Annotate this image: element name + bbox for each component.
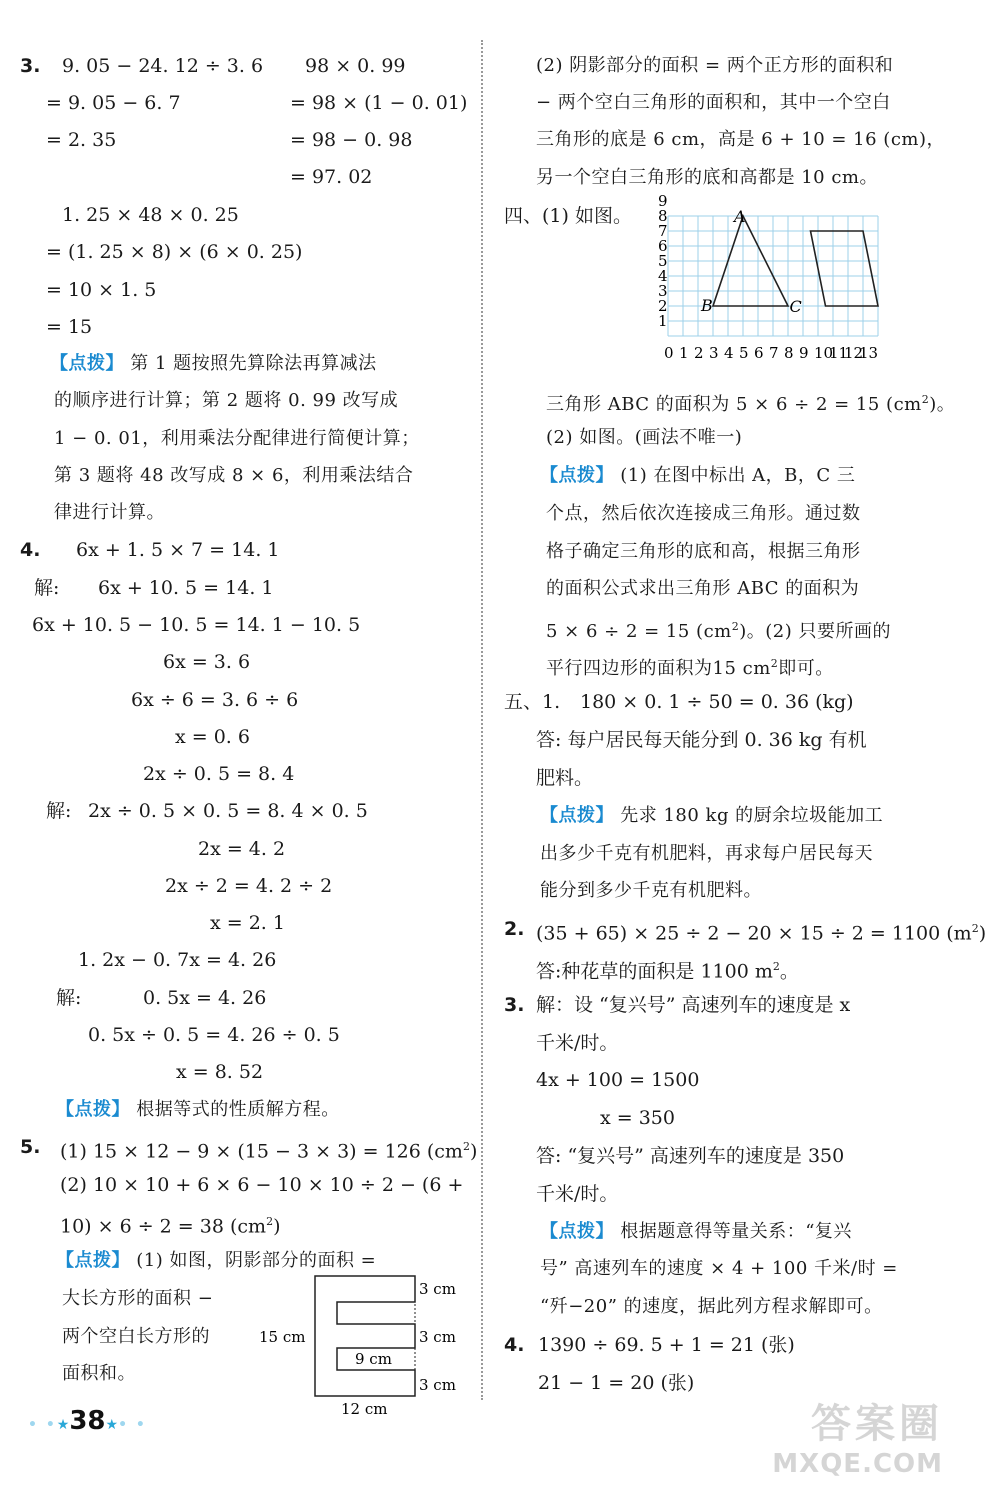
s4-area: 三角形 ABC 的面积为 5 × 6 ÷ 2 = 15 $(cm^2)$。 [546, 393, 956, 415]
s5-tip3-line1: 【点拨】 根据题意得等量关系：“复兴 [540, 1221, 852, 1242]
y-tick-label: 1 [658, 312, 668, 330]
x-tick-label: 2 [694, 344, 704, 362]
q3-c-line3: = 10 × 1. 5 [46, 279, 157, 301]
q4-f1: 2x ÷ 0. 5 = 8. 4 [143, 763, 295, 785]
point-a-label: A [734, 207, 746, 226]
x-tick-label: 11 [829, 344, 849, 362]
fig-height-label: 15 cm [259, 1328, 306, 1346]
y-tick-label: 3 [658, 282, 668, 300]
q4-f4: 2x ÷ 2 = 4. 2 ÷ 2 [165, 875, 333, 897]
q5-number: 5. [20, 1136, 41, 1158]
y-tick-label: 7 [658, 222, 668, 240]
page-number-area [28, 1406, 147, 1436]
s4-tip-line4: 的面积公式求出三角形 ABC 的面积为 [546, 578, 860, 599]
s4-p2: (2) 如图。(画法不唯一) [546, 427, 743, 448]
fig-side-label-1: 3 cm [419, 1280, 456, 1298]
s5-tip3-line2: 号” 高速列车的速度 × 4 + 100 千米/时 = [540, 1258, 898, 1279]
fig-side-label-2: 3 cm [419, 1328, 456, 1346]
fig-width-label: 12 cm [341, 1400, 388, 1418]
q5-p2: (2) 10 × 10 + 6 × 6 − 10 × 10 ÷ 2 − (6 + [60, 1174, 464, 1196]
q3-c-line2: = (1. 25 × 8) × (6 × 0. 25) [46, 241, 303, 263]
tip-label: 【点拨】 [540, 465, 614, 486]
q5-tip-line1: 【点拨】 (1) 如图，阴影部分的面积 = [56, 1250, 377, 1271]
tip-label: 【点拨】 [56, 1250, 130, 1271]
q3-number: 3. [20, 55, 41, 77]
y-tick-label: 6 [658, 237, 668, 255]
q4-tip: 【点拨】 根据等式的性质解方程。 [56, 1099, 340, 1120]
left-column [0, 0, 480, 1487]
s5-tip-line3: 能分到多少千克有机肥料。 [540, 880, 762, 901]
q4-e1: 6x + 1. 5 × 7 = 14. 1 [76, 539, 280, 561]
s4-tip-line3: 格子确定三角形的底和高，根据三角形 [546, 541, 861, 562]
q3-c-line1: 1. 25 × 48 × 0. 25 [62, 204, 239, 226]
star-icon: ★ [105, 1417, 119, 1433]
point-b-label: B [701, 296, 713, 315]
x-tick-label: 8 [784, 344, 794, 362]
q5-tip-line4: 面积和。 [62, 1363, 136, 1384]
shaded-e-shape [315, 1276, 415, 1396]
s4-tip-line6: 平行四边形的面积为15 $cm^2$即可。 [546, 657, 834, 679]
q3-b-line2: = 98 × (1 − 0. 01) [290, 92, 468, 114]
watermark [772, 1392, 943, 1479]
page-dots-right: • • [118, 1417, 147, 1433]
watermark-line2: MXQE.COM [772, 1449, 943, 1479]
q3-a-line2: = 9. 05 − 6. 7 [46, 92, 181, 114]
fig-inner-label: 9 cm [355, 1350, 392, 1368]
s5-tip-line2: 出多少千克有机肥料，再求每户居民每天 [540, 843, 873, 864]
q4-e4: 6x = 3. 6 [163, 651, 251, 673]
tip-label: 【点拨】 [50, 353, 124, 374]
tip-label: 【点拨】 [540, 805, 614, 826]
s5-ans1b: 肥料。 [536, 767, 594, 789]
q5-p3: 10) × 6 ÷ 2 = 38 $(cm^2)$ [60, 1215, 281, 1238]
q5-p1: (1) 15 × 12 − 9 × (15 − 3 × 3) = 126 $(cm^2)$ [60, 1140, 478, 1163]
x-tick-label: 4 [724, 344, 734, 362]
s5-e3a: 解：设 “复兴号” 高速列车的速度是 x [536, 994, 851, 1016]
q3-2-line2: − 两个空白三角形的面积和，其中一个空白 [536, 92, 891, 113]
s5-head: 五、1. [504, 691, 561, 713]
x-tick-label: 3 [709, 344, 719, 362]
x-tick-label: 7 [769, 344, 779, 362]
s5-n2: 2. [504, 918, 525, 940]
s5-n4: 4. [504, 1334, 525, 1356]
q4-e3: 6x + 10. 5 − 10. 5 = 14. 1 − 10. 5 [32, 614, 361, 636]
s5-e1: 180 × 0. 1 ÷ 50 = 0. 36 (kg) [580, 691, 854, 713]
q3-2-line1: (2) 阴影部分的面积 = 两个正方形的面积和 [536, 55, 894, 76]
q4-e6: x = 0. 6 [175, 726, 250, 748]
q3-2-line3: 三角形的底是 6 cm，高是 6 + 10 = 16 (cm)， [536, 129, 945, 150]
right-column [490, 0, 986, 1487]
y-tick-label: 8 [658, 207, 668, 225]
q4-g1: 1. 2x − 0. 7x = 4. 26 [78, 949, 277, 971]
s5-ans2: 答:种花草的面积是 1100 $m^2$。 [536, 960, 799, 983]
y-tick-label: 5 [658, 252, 668, 270]
q5-figure [255, 1268, 475, 1420]
s4-head: 四、(1) 如图。 [504, 205, 632, 227]
q4-jie-1: 解: [34, 577, 60, 599]
s5-ans3: 答: “复兴号” 高速列车的速度是 350 [536, 1145, 845, 1167]
q4-f3: 2x = 4. 2 [198, 838, 286, 860]
s5-n3: 3. [504, 994, 525, 1016]
y-tick-label: 2 [658, 297, 668, 315]
x-tick-label: 13 [859, 344, 879, 362]
y-tick-label: 9 [658, 192, 668, 210]
s4-tip-line1: 【点拨】 (1) 在图中标出 A，B，C 三 [540, 465, 856, 486]
s5-ans3b: 千米/时。 [536, 1183, 619, 1205]
point-c-label: C [789, 297, 802, 316]
q3-tip-line4: 第 3 题将 48 改写成 8 × 6，利用乘法结合 [54, 465, 414, 486]
q3-c-line4: = 15 [46, 316, 93, 338]
s4-tip-line2: 个点，然后依次连接成三角形。通过数 [546, 503, 861, 524]
q5-tip-line3: 两个空白长方形的 [62, 1326, 210, 1347]
s5-tip-line1: 【点拨】 先求 180 kg 的厨余垃圾能加工 [540, 805, 884, 826]
q3-tip-line5: 律进行计算。 [54, 502, 165, 523]
q3-tip-line2: 的顺序进行计算；第 2 题将 0. 99 改写成 [54, 390, 399, 411]
q3-2-line4: 另一个空白三角形的底和高都是 10 cm。 [536, 167, 878, 188]
q3-a-line3: = 2. 35 [46, 129, 117, 151]
q4-e2: 6x + 10. 5 = 14. 1 [98, 577, 274, 599]
s5-tip3-line3: “歼−20” 的速度，据此列方程求解即可。 [540, 1296, 883, 1317]
parallelogram [811, 231, 879, 306]
x-tick-label: 9 [799, 344, 809, 362]
q4-jie-2: 解: [46, 800, 72, 822]
q3-b-line3: = 98 − 0. 98 [290, 129, 413, 151]
x-tick-label: 12 [844, 344, 864, 362]
s5-e3c: 4x + 100 = 1500 [536, 1069, 700, 1091]
q3-b-line4: = 97. 02 [290, 166, 373, 188]
q4-g2: 0. 5x = 4. 26 [143, 987, 267, 1009]
q4-number: 4. [20, 539, 41, 561]
column-divider [481, 40, 483, 1400]
fig-side-label-3: 3 cm [419, 1376, 456, 1394]
watermark-line1: 答案圈 [811, 1401, 943, 1447]
s5-e4b: 21 − 1 = 20 (张) [538, 1372, 695, 1394]
s5-e4a: 1390 ÷ 69. 5 + 1 = 21 (张) [538, 1334, 795, 1356]
q4-e5: 6x ÷ 6 = 3. 6 ÷ 6 [131, 689, 299, 711]
s5-e3b: 千米/时。 [536, 1032, 619, 1054]
s4-tip-line5: 5 × 6 ÷ 2 = 15 $(cm^2)$。(2) 只要所画的 [546, 620, 891, 642]
q4-g3: 0. 5x ÷ 0. 5 = 4. 26 ÷ 0. 5 [88, 1024, 340, 1046]
q3-tip-line1: 【点拨】 第 1 题按照先算除法再算减法 [50, 353, 377, 374]
x-tick-label: 5 [739, 344, 749, 362]
q5-tip-line2: 大长方形的面积 − [62, 1288, 214, 1309]
s5-e2: (35 + 65) × 25 ÷ 2 − 20 × 15 ÷ 2 = 1100 $(m^2)$ [536, 922, 986, 945]
s5-ans1: 答: 每户居民每天能分到 0. 36 kg 有机 [536, 729, 867, 751]
s5-e3d: x = 350 [600, 1107, 675, 1129]
q4-jie-3: 解: [56, 987, 82, 1009]
q3-tip-line3: 1 − 0. 01，利用乘法分配律进行简便计算； [54, 428, 420, 449]
page-dots-left: • • [28, 1417, 57, 1433]
x-tick-label: 10 [814, 344, 834, 362]
tip-label: 【点拨】 [540, 1221, 614, 1242]
page-number: 38 [69, 1406, 106, 1436]
x-tick-label: 0 [664, 344, 674, 362]
star-icon: ★ [56, 1417, 70, 1433]
x-tick-label: 6 [754, 344, 764, 362]
q4-f5: x = 2. 1 [210, 912, 285, 934]
x-tick-label: 1 [679, 344, 689, 362]
y-tick-label: 4 [658, 267, 668, 285]
q3-b-line1: 98 × 0. 99 [305, 55, 406, 77]
q4-f2: 2x ÷ 0. 5 × 0. 5 = 8. 4 × 0. 5 [88, 800, 368, 822]
tip-label: 【点拨】 [56, 1099, 130, 1120]
coordinate-grid [658, 192, 898, 374]
q3-a-line1: 9. 05 − 24. 12 ÷ 3. 6 [62, 55, 264, 77]
q4-g4: x = 8. 52 [176, 1061, 264, 1083]
